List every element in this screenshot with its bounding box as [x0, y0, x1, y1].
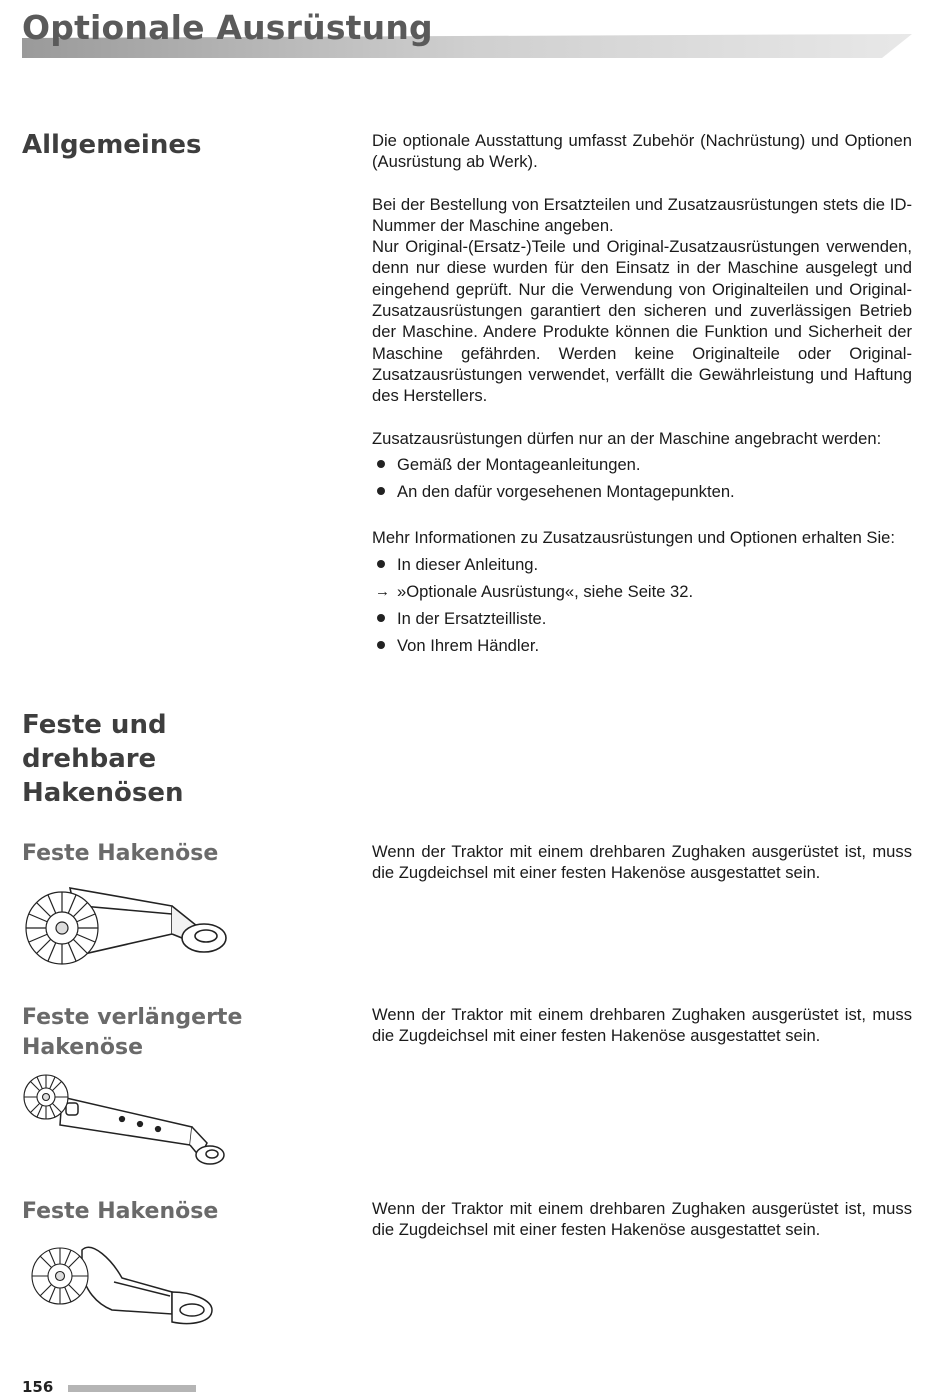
- bullet-icon: [377, 641, 385, 649]
- subheading-fixed-hitch-eye-2: Feste Hakenöse: [22, 1199, 219, 1224]
- hitch-description: Wenn der Traktor mit einem drehbaren Zughaken ausgerüstet ist, muss die Zugdeichsel mit einer festen Hakenöse ausgestattet sein.: [372, 842, 912, 883]
- page-number: 156: [22, 1378, 54, 1396]
- cross-reference[interactable]: [372, 581, 912, 602]
- paragraph-ordering: Bei der Bestellung von Ersatzteilen und Zusatzausrüstungen stets die ID-Nummer der Maschine angeben.: [372, 194, 912, 235]
- page-title: Optionale Ausrüstung: [22, 8, 433, 47]
- hitch-description: Wenn der Traktor mit einem drehbaren Zughaken ausgerüstet ist, muss die Zugdeichsel mit einer festen Hakenöse ausgestattet sein.: [372, 1199, 912, 1240]
- extended-hitch-eye-icon: [22, 1067, 232, 1171]
- bullet-icon: [377, 560, 385, 568]
- fixed-hitch-eye-alt-icon: [22, 1230, 222, 1334]
- fixed-hitch-eye-icon: [22, 876, 232, 972]
- section-heading-hitches: Feste und drehbare Hakenösen: [22, 710, 184, 808]
- footer-rule: [68, 1385, 196, 1392]
- list-item: In der Ersatzteilliste.: [372, 608, 912, 629]
- mounting-list: [372, 454, 912, 502]
- paragraph-more-info: Mehr Informationen zu Zusatzausrüstungen und Optionen erhalten Sie:: [372, 528, 896, 548]
- paragraph-mounting: Zusatzausrüstungen dürfen nur an der Maschine angebracht werden:: [372, 428, 882, 448]
- list-item: Gemäß der Montageanleitungen.: [372, 454, 912, 475]
- list-item: Von Ihrem Händler.: [372, 635, 912, 656]
- paragraph-original-parts: Nur Original-(Ersatz-)Teile und Original-Zusatzausrüstungen verwenden, denn nur diese wurden für den Einsatz in der Maschine ausgelegt und eingehend geprüft. Nur die Verwendung von Originalteilen und Original-Zusatzausrüstungen garantiert den sicheren und zuverlässigen Betrieb der Maschine. Andere Produkte können die Funktion und Sicherheit der Maschine gefährden. Werden keine Originalteile oder Original-Zusatzausrüstungen verwendet, verfällt die Gewährleistung und Haftung des Herstellers.: [372, 237, 912, 406]
- bullet-icon: [377, 487, 385, 495]
- list-item: An den dafür vorgesehenen Montagepunkten.: [372, 481, 912, 502]
- hitch-description: Wenn der Traktor mit einem drehbaren Zughaken ausgerüstet ist, muss die Zugdeichsel mit einer festen Hakenöse ausgestattet sein.: [372, 1005, 912, 1046]
- info-sources-list: [372, 554, 912, 656]
- bullet-icon: [377, 460, 385, 468]
- bullet-icon: [377, 614, 385, 622]
- arrow-right-icon: →: [375, 583, 390, 601]
- list-item: In dieser Anleitung.: [372, 554, 912, 575]
- cross-reference-link[interactable]: »Optionale Ausrüstung«, siehe Seite 32.: [397, 582, 694, 602]
- section-heading-general: Allgemeines: [22, 130, 202, 160]
- paragraph-intro: Die optionale Ausstattung umfasst Zubehör (Nachrüstung) und Optionen (Ausrüstung ab Werk).: [372, 131, 912, 172]
- subheading-fixed-extended-hitch-eye: Feste verlängerte Hakenöse: [22, 1005, 243, 1060]
- subheading-fixed-hitch-eye: Feste Hakenöse: [22, 841, 219, 866]
- general-body: [372, 130, 912, 656]
